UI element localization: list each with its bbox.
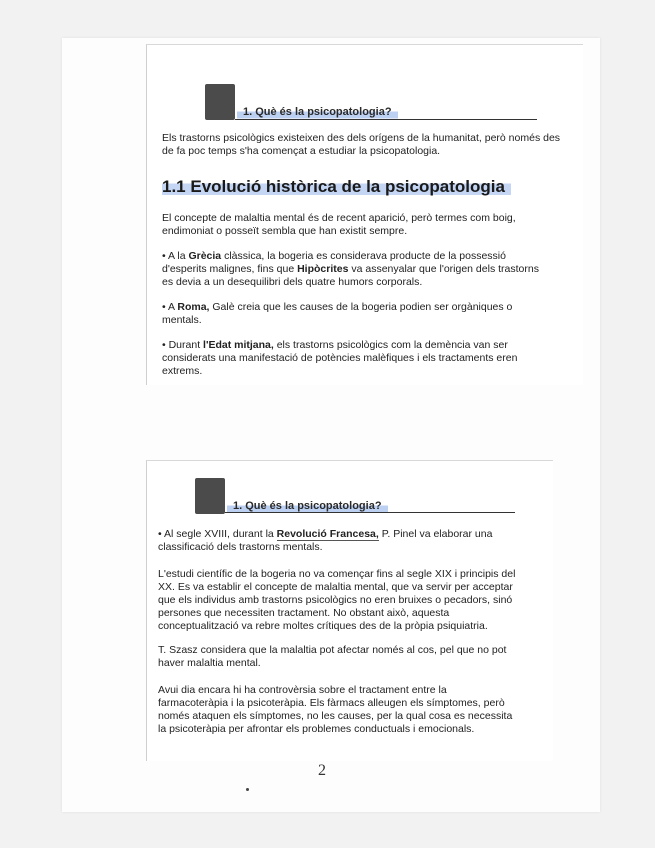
bullet-text: • Al segle XVIII, durant la xyxy=(158,528,277,540)
speck xyxy=(246,788,249,791)
slide-1-bullet-roma xyxy=(162,301,552,327)
bullet-bold: Hipòcrites xyxy=(297,263,349,275)
slide-1-heading-text: 1.1 Evolució històrica de la psicopatologia xyxy=(162,177,511,196)
page-number: 2 xyxy=(318,762,326,779)
bullet-bold: Roma, xyxy=(177,301,210,313)
slide-1-header-title: 1. Què és la psicopatologia? xyxy=(237,106,398,120)
slide-1-bullet-edat-mitjana xyxy=(162,339,552,378)
header-block-icon xyxy=(195,478,225,514)
slide-1-intro: Els trastorns psicològics existeixen des dels orígens de la humanitat, però només des de fa poc temps s'ha començat a estudiar la psicopatologia. xyxy=(162,132,561,157)
slide-1-paragraph: El concepte de malaltia mental és de recent aparició, però termes com boig, endimoniat o posseït sembla que han existit sempre. xyxy=(162,212,516,237)
bullet-text: • Durant xyxy=(162,339,204,351)
header-rule xyxy=(225,512,515,513)
slide-2-paragraph-1: L'estudi científic de la bogeria no va començar fins al segle XIX i principis del XX. Es va establir el concepte de malaltia mental, que va servir per acceptar que els individus amb trastorns psicològics no eren bruixes o pecadors, sinó persones que necessiten tractament. No obstant això, aquesta conceptualització va rebre moltes crítiques des de la pròpia psiquiatria. xyxy=(158,568,516,632)
slide-1-header xyxy=(205,84,398,120)
bullet-text: • A xyxy=(162,301,178,313)
bullet-bold: l'Edat mitjana, xyxy=(203,339,274,351)
slide-2-header-title: 1. Què és la psicopatologia? xyxy=(227,500,388,514)
slide-1-heading xyxy=(162,177,511,197)
bullet-text: va assenyalar que l'origen dels trastorns es devia a un desequilibri dels quatre humors corporals. xyxy=(162,263,539,288)
bullet-bold: Grècia xyxy=(188,250,222,262)
bullet-text: • A la xyxy=(162,250,189,262)
header-block-icon xyxy=(205,84,235,120)
bullet-text: clàssica, la bogeria es considerava producte de la possessió d'esperits malignes, fins que xyxy=(162,250,506,275)
slide-2-paragraph-3: Avui dia encara hi ha controvèrsia sobre el tractament entre la farmacoteràpia i la psicoteràpia. Els fàrmacs alleugen els símptomes, però només ataquen els símptomes, no les causes, per la qual cosa es necessita la psicoteràpia per afrontar els problemes conductuals i emocionals. xyxy=(158,684,513,735)
bullet-bold: Revolució Francesa, xyxy=(276,528,379,540)
slide-2-paragraph-2: T. Szasz considera que la malaltia pot afectar només al cos, pel que no pot haver malaltia mental. xyxy=(158,644,507,669)
slide-2-bullet-revolucio xyxy=(158,528,518,554)
bullet-text: Galè creia que les causes de la bogeria podien ser orgàniques o mentals. xyxy=(162,301,513,326)
bullet-text: els trastorns psicològics com la demència van ser considerats una manifestació de potències malèfiques i els tractaments eren extrems. xyxy=(162,339,518,377)
slide-2-header xyxy=(195,478,388,514)
header-rule xyxy=(235,119,537,120)
bullet-text: P. Pinel va elaborar una classificació dels trastorns mentals. xyxy=(158,528,493,553)
slide-1-bullet-grecia xyxy=(162,250,552,289)
